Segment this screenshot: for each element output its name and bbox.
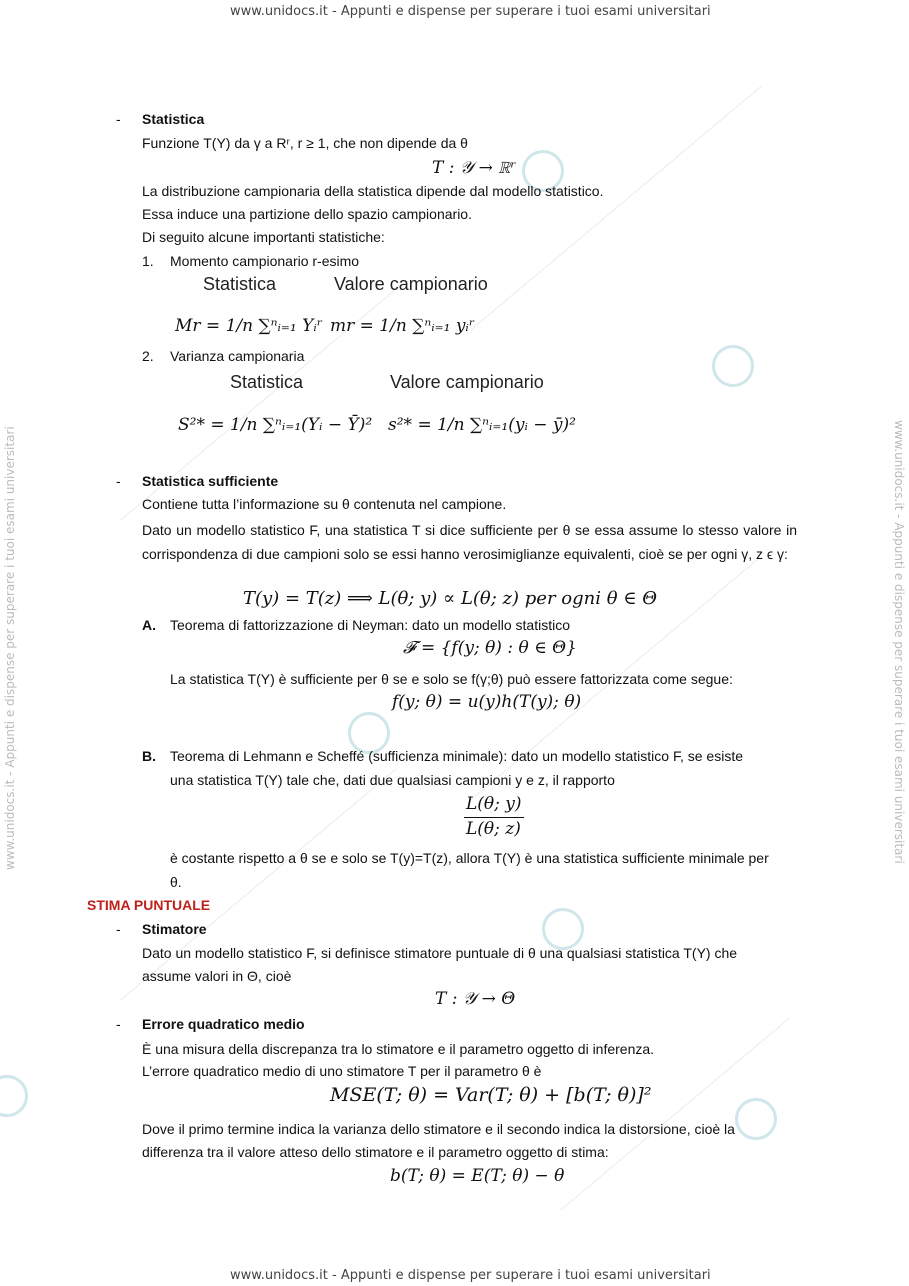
section-title-stimatore: Stimatore xyxy=(142,921,207,937)
watermark-logo-icon xyxy=(735,1098,777,1140)
paragraph-line: differenza tra il valore atteso dello stimatore e il parametro oggetto di stima: xyxy=(142,1144,609,1160)
formula-variance-stat: S²* = 1/n ∑ⁿᵢ₌₁(Yᵢ − Ȳ)² xyxy=(178,415,373,435)
paragraph-line: Dove il primo termine indica la varianza dello stimatore e il secondo indica la distorsione, cioè la xyxy=(142,1121,735,1137)
section-title-statistica: Statistica xyxy=(142,111,205,127)
section-heading-stima: STIMA PUNTUALE xyxy=(87,897,211,913)
table-header-statistica: Statistica xyxy=(230,372,304,392)
paragraph-definition: Dato un modello statistico F, una statistica T si dice sufficiente per θ se essa assume lo stesso valore in corrispondenza di due campioni solo se essi hanno verosimiglianze equivalenti, cioè se per ogni γ, z ϵ γ: xyxy=(142,522,797,562)
theorem-mark: B. xyxy=(142,748,156,764)
formula-bias: b(T; θ) = E(T; θ) − θ xyxy=(390,1166,565,1186)
ratio-numerator: L(θ; y) xyxy=(466,794,522,814)
formula-sufficiency: T(y) = T(z) ⟹ L(θ; y) ∝ L(θ; z) per ogni θ ∈ Θ xyxy=(243,588,658,609)
theorem-text: è costante rispetto a θ se e solo se T(y)=T(z), allora T(Y) è una statistica sufficiente minimale per xyxy=(170,850,769,866)
side-watermark-left: www.unidocs.it - Appunti e dispense per superare i tuoi esami universitari xyxy=(3,426,17,870)
section-title-mse: Errore quadratico medio xyxy=(142,1016,305,1032)
formula-estimator: T : 𝒴 → Θ xyxy=(435,989,516,1009)
theorem-mark: A. xyxy=(142,617,156,633)
bullet-dash: - xyxy=(116,1016,121,1032)
list-number: 1. xyxy=(142,253,154,269)
paragraph-line: È una misura della discrepanza tra lo stimatore e il parametro oggetto di inferenza. xyxy=(142,1041,655,1057)
paragraph-line: Di seguito alcune importanti statistiche: xyxy=(142,229,385,245)
formula-moment-stat: Mr = 1/n ∑ⁿᵢ₌₁ Yᵢʳ xyxy=(175,316,323,336)
watermark-logo-icon xyxy=(0,1075,28,1117)
list-item-label: Varianza campionaria xyxy=(170,348,305,364)
table-header-statistica: Statistica xyxy=(203,274,277,294)
formula-statistic-map: T : 𝒴 → ℝʳ xyxy=(432,158,517,178)
watermark-line xyxy=(120,769,396,1001)
table-header-valore: Valore campionario xyxy=(390,372,544,392)
ratio-denominator: L(θ; z) xyxy=(466,819,521,839)
definition-text: Funzione T(Y) da γ a Rʳ, r ≥ 1, che non dipende da θ xyxy=(142,135,468,151)
page-footer: www.unidocs.it - Appunti e dispense per superare i tuoi esami universitari xyxy=(230,1268,711,1283)
fraction-bar xyxy=(464,817,524,818)
paragraph-line: La distribuzione campionaria della statistica dipende dal modello statistico. xyxy=(142,183,604,199)
paragraph-line: Dato un modello statistico F, si definisce stimatore puntuale di θ una qualsiasi statistica T(Y) che xyxy=(142,945,738,961)
formula-factorization: f(y; θ) = u(y)h(T(y); θ) xyxy=(392,692,582,712)
theorem-text: La statistica T(Y) è sufficiente per θ se e solo se f(γ;θ) può essere fattorizzata come segue: xyxy=(170,671,733,687)
formula-variance-value: s²* = 1/n ∑ⁿᵢ₌₁(yᵢ − ȳ)² xyxy=(388,415,576,435)
formula-mse: MSE(T; θ) = Var(T; θ) + [b(T; θ)]² xyxy=(330,1084,652,1106)
paragraph-line: assume valori in Θ, cioè xyxy=(142,968,292,984)
theorem-text: Teorema di fattorizzazione di Neyman: dato un modello statistico xyxy=(170,617,570,633)
formula-moment-value: mr = 1/n ∑ⁿᵢ₌₁ yᵢʳ xyxy=(330,316,475,336)
list-item-label: Momento campionario r-esimo xyxy=(170,253,360,269)
watermark-logo-icon xyxy=(712,345,754,387)
section-title-sufficiente: Statistica sufficiente xyxy=(142,473,279,489)
theorem-text: Teorema di Lehmann e Scheffé (sufficienza minimale): dato un modello statistico F, se esiste xyxy=(170,748,743,764)
side-watermark-right: www.unidocs.it - Appunti e dispense per superare i tuoi esami universitari xyxy=(892,420,906,864)
table-header-valore: Valore campionario xyxy=(334,274,488,294)
theorem-text: una statistica T(Y) tale che, dati due qualsiasi campioni y e z, il rapporto xyxy=(170,772,615,788)
watermark-line xyxy=(470,86,762,331)
formula-model: 𝓕 = {f(y; θ) : θ ∈ Θ} xyxy=(403,638,577,658)
bullet-dash: - xyxy=(116,111,121,127)
paragraph-line: Essa induce una partizione dello spazio campionario. xyxy=(142,206,472,222)
bullet-dash: - xyxy=(116,921,121,937)
page-header: www.unidocs.it - Appunti e dispense per superare i tuoi esami universitari xyxy=(230,4,711,19)
paragraph-line: L’errore quadratico medio di uno stimatore T per il parametro θ è xyxy=(142,1063,542,1079)
paragraph-line: Contiene tutta l’informazione su θ contenuta nel campione. xyxy=(142,496,507,512)
list-number: 2. xyxy=(142,348,154,364)
bullet-dash: - xyxy=(116,473,121,489)
theorem-text: θ. xyxy=(170,874,182,890)
